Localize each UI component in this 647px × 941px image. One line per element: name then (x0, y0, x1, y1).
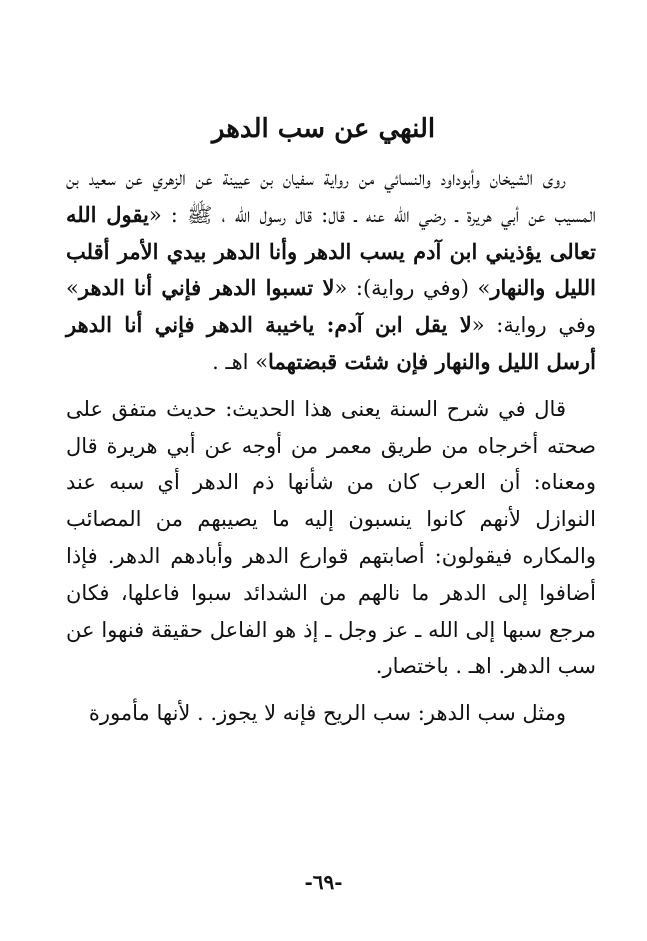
text-segment: » وفي رواية: « (66, 276, 596, 338)
body-text (66, 160, 596, 732)
chapter-title: النهي عن سب الدهر (211, 114, 436, 144)
text-segment: قال في شرح السنة يعنى هذا الحديث: حديث متفق على صحته أخرجاه من طريق معمر من أوجه عن أبي هريرة قال ومعناه: أن العرب كان من شأنها ذم الدهر أي سبه عند النوازل لأنهم كانوا ينسبون إليه ما يصيبهم من المصائب والمكاره فيقولون: أصابتهم قوارع الدهر وأبادهم الدهر. فإذا أضافوا إلى الدهر ما نالهم من الشدائد سبوا فاعلها، فكان مرجع سبها إلى الله ـ عز وجل ـ إذ هو الفاعل حقيقة فنهوا عن سب الدهر. اهـ . باختصار. (66, 396, 596, 679)
text-segment: » (وفي رواية): « (334, 276, 491, 301)
text-segment: روى الشيخان وأبوداود والنسائي من رواية سفيان بن عيينة عن الزهري عن سعيد بن المسيب عن أبي هريرة ـ رضي الله عنه ـ قال: قال رسول الله ، ﷺ : « (66, 166, 596, 227)
paragraph-commentary (66, 391, 596, 685)
hadith-quote: لا تسبوا الدهر فإني أنا الدهر (78, 275, 335, 301)
hadith-quote: يقول الله تعالى يؤذيني ابن آدم يسب الدهر وأنا الدهر بيدي الأمر أقلب الليل والنهار (66, 201, 596, 301)
text-segment: » اهـ . (212, 349, 269, 374)
page-number: -٦٩- (304, 870, 343, 894)
text-segment: ومثل سب الدهر: سب الريح فإنه لا يجوز. . لأنها مأمورة (88, 701, 566, 726)
hadith-quote: لا يقل ابن آدم: ياخيبة الدهر فإني أنا الدهر أرسل الليل والنهار فإن شئت قبضتهما (66, 312, 596, 374)
paragraph-hadith (66, 160, 596, 381)
paragraph-wind (66, 695, 596, 732)
